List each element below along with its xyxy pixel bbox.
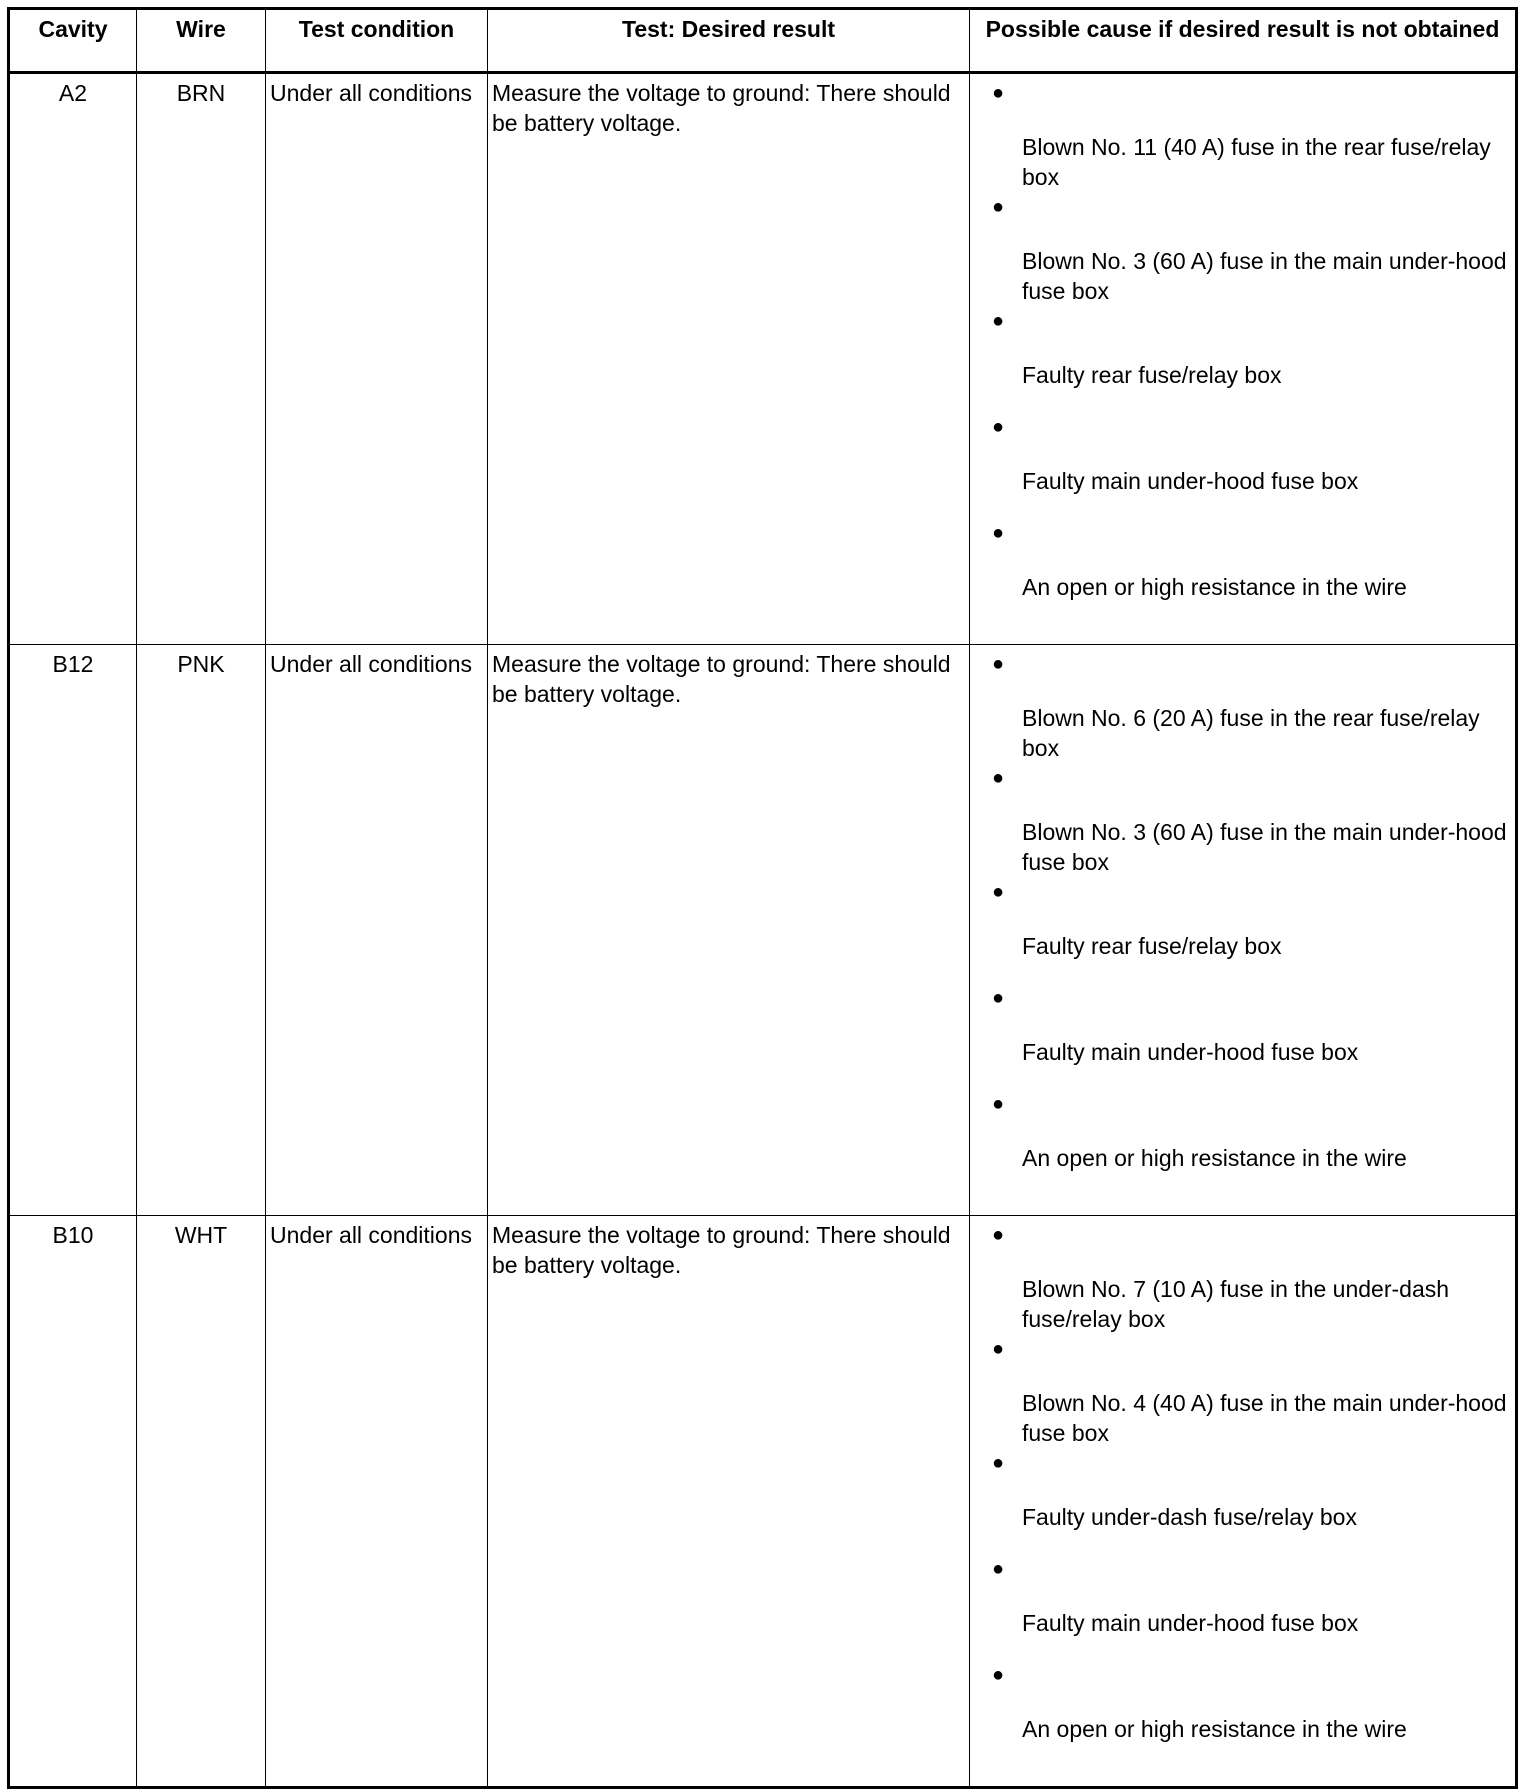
list-item <box>992 306 1511 412</box>
cause-text: Faulty rear fuse/relay box <box>1022 933 1282 959</box>
header-wire: Wire <box>137 9 266 73</box>
cause-text: Blown No. 7 (10 A) fuse in the under-dash fuse/relay box <box>1022 1276 1450 1332</box>
header-cavity: Cavity <box>9 9 137 73</box>
desired-result-cell: Measure the voltage to ground: There should be battery voltage. <box>488 645 970 1216</box>
cause-text: Faulty under-dash fuse/relay box <box>1022 1504 1357 1530</box>
wire-cell: BRN <box>137 73 266 645</box>
possible-cause-cell <box>970 73 1517 645</box>
desired-result-cell: Measure the voltage to ground: There should be battery voltage. <box>488 73 970 645</box>
list-item <box>992 1448 1511 1554</box>
bullet-icon: ● <box>992 1664 1005 1686</box>
test-condition-cell: Under all conditions <box>266 1216 488 1788</box>
header-test-condition: Test condition <box>266 9 488 73</box>
list-item <box>992 192 1511 306</box>
cause-text: An open or high resistance in the wire <box>1022 574 1407 600</box>
table-row <box>9 73 1517 645</box>
list-item <box>992 518 1511 624</box>
list-item <box>992 1554 1511 1660</box>
list-item <box>992 1089 1511 1195</box>
cause-text: Faulty main under-hood fuse box <box>1022 1039 1359 1065</box>
cause-text: Blown No. 3 (60 A) fuse in the main under-hood fuse box <box>1022 248 1507 304</box>
cause-text: An open or high resistance in the wire <box>1022 1716 1407 1742</box>
bullet-icon: ● <box>992 653 1005 675</box>
wire-cell: WHT <box>137 1216 266 1788</box>
bullet-icon: ● <box>992 1558 1005 1580</box>
list-item <box>992 877 1511 983</box>
bullet-icon: ● <box>992 1224 1005 1246</box>
header-desired-result: Test: Desired result <box>488 9 970 73</box>
possible-cause-cell <box>970 645 1517 1216</box>
bullet-icon: ● <box>992 82 1005 104</box>
cause-text: Faulty main under-hood fuse box <box>1022 468 1359 494</box>
cause-text: Blown No. 6 (20 A) fuse in the rear fuse/relay box <box>1022 705 1480 761</box>
list-item <box>992 1220 1511 1334</box>
bullet-icon: ● <box>992 1452 1005 1474</box>
cause-text: Blown No. 11 (40 A) fuse in the rear fuse/relay box <box>1022 134 1491 190</box>
cause-text: Faulty main under-hood fuse box <box>1022 1610 1359 1636</box>
test-condition-cell: Under all conditions <box>266 645 488 1216</box>
desired-result-cell: Measure the voltage to ground: There should be battery voltage. <box>488 1216 970 1788</box>
bullet-icon: ● <box>992 1338 1005 1360</box>
bullet-icon: ● <box>992 767 1005 789</box>
table-row <box>9 1216 1517 1788</box>
cause-text: Faulty rear fuse/relay box <box>1022 362 1282 388</box>
list-item <box>992 983 1511 1089</box>
header-row <box>9 9 1517 73</box>
bullet-icon: ● <box>992 310 1005 332</box>
cavity-cell: B12 <box>9 645 137 1216</box>
bullet-icon: ● <box>992 416 1005 438</box>
test-condition-cell: Under all conditions <box>266 73 488 645</box>
cause-list <box>992 78 1511 624</box>
list-item <box>992 649 1511 763</box>
list-item <box>992 763 1511 877</box>
wire-cell: PNK <box>137 645 266 1216</box>
cavity-cell: B10 <box>9 1216 137 1788</box>
bullet-icon: ● <box>992 1093 1005 1115</box>
list-item <box>992 78 1511 192</box>
table-row <box>9 645 1517 1216</box>
bullet-icon: ● <box>992 987 1005 1009</box>
cavity-cell: A2 <box>9 73 137 645</box>
possible-cause-cell <box>970 1216 1517 1788</box>
bullet-icon: ● <box>992 196 1005 218</box>
list-item <box>992 1334 1511 1448</box>
cause-list <box>992 649 1511 1195</box>
bullet-icon: ● <box>992 522 1005 544</box>
diagnostic-table <box>7 7 1518 1789</box>
cause-text: An open or high resistance in the wire <box>1022 1145 1407 1171</box>
cause-text: Blown No. 4 (40 A) fuse in the main under-hood fuse box <box>1022 1390 1507 1446</box>
list-item <box>992 1660 1511 1766</box>
header-possible-cause: Possible cause if desired result is not obtained <box>970 9 1517 73</box>
bullet-icon: ● <box>992 881 1005 903</box>
cause-list <box>992 1220 1511 1766</box>
cause-text: Blown No. 3 (60 A) fuse in the main under-hood fuse box <box>1022 819 1507 875</box>
list-item <box>992 412 1511 518</box>
